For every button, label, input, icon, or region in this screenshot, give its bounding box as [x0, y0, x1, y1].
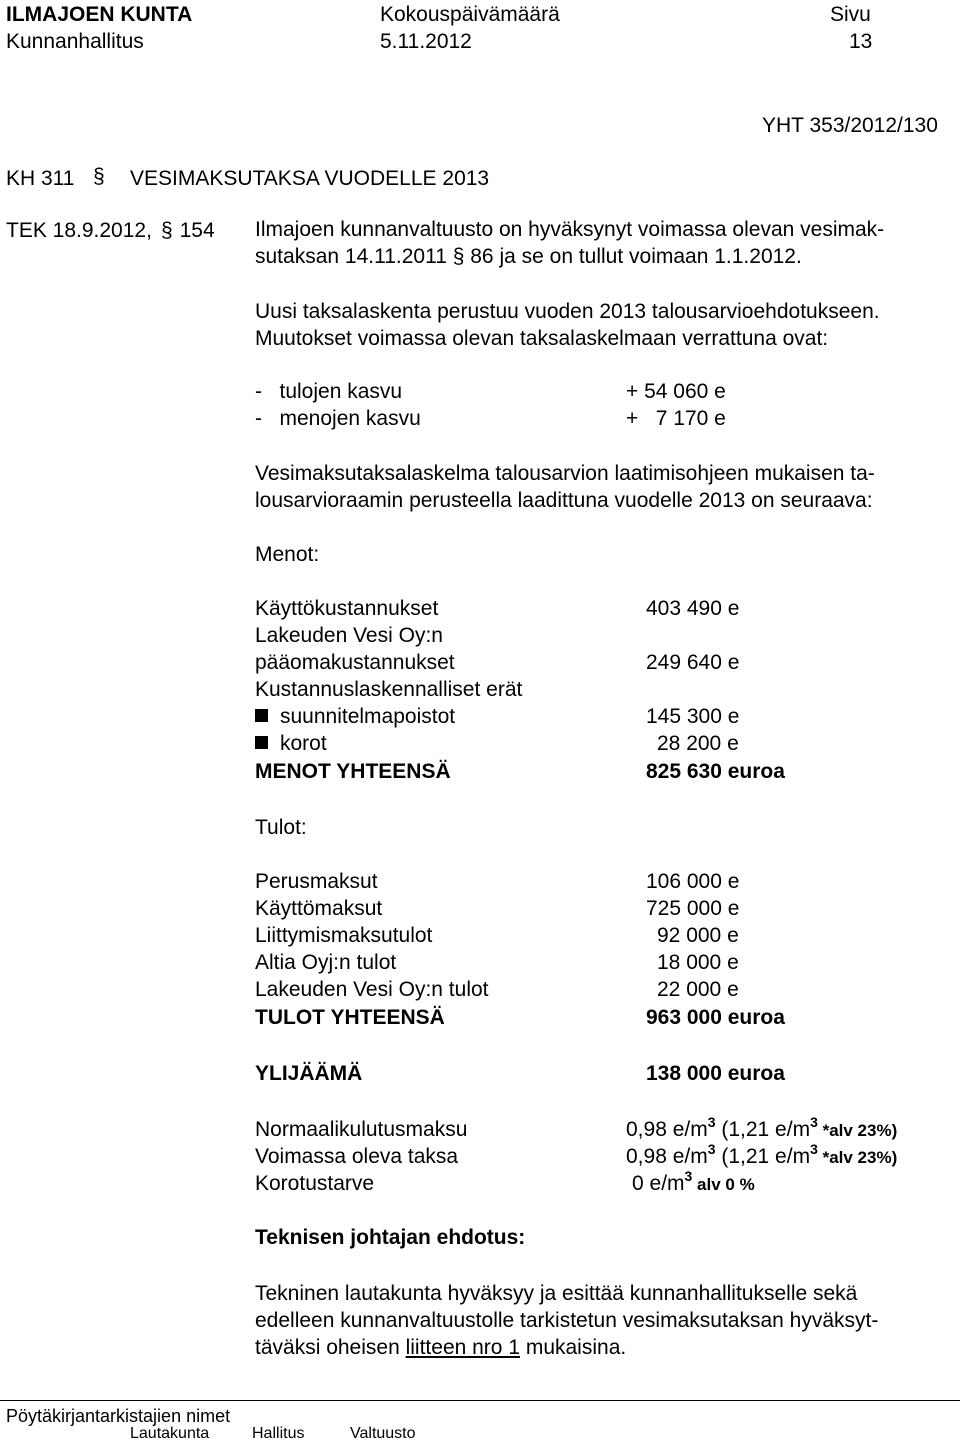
menot-poistot-label: suunnitelmapoistot: [280, 705, 456, 728]
rate-vat: *alv 23%): [817, 1148, 898, 1167]
rate-value-a: 0,98 e/m: [626, 1118, 708, 1141]
change-value-income: + 54 060 e: [626, 380, 726, 403]
menot-korot-value: 28 200 e: [657, 732, 739, 755]
rate-value-a: 0 e/m: [632, 1172, 685, 1195]
menot-poistot-value: 145 300 e: [646, 705, 740, 728]
footer-col-lautakunta: Lautakunta: [130, 1425, 210, 1442]
rate-voimassa-value: [626, 1141, 898, 1168]
tulot-row-value: 725 000 e: [646, 897, 740, 920]
intro-rest: 86 ja se on tullut voimaan 1.1.2012.: [470, 245, 802, 268]
proposal-heading: Teknisen johtajan ehdotus:: [255, 1226, 526, 1249]
menot-kaytto-label: Käyttökustannukset: [255, 597, 439, 620]
menot-total-value: 825 630 euroa: [646, 760, 785, 783]
document-title: VESIMAKSUTAKSA VUODELLE 2013: [130, 167, 490, 190]
superscript: 3: [810, 1114, 818, 1130]
calculation-paragraph: [255, 460, 955, 514]
yht-reference: YHT 353/2012/130: [762, 114, 938, 137]
change-label-income: - tulojen kasvu: [255, 380, 403, 403]
ylijaama-value: 138 000 euroa: [646, 1062, 785, 1085]
superscript: 3: [810, 1141, 818, 1157]
basis-paragraph: [255, 298, 955, 352]
superscript: 3: [707, 1141, 716, 1157]
tulot-row-value: 106 000 e: [646, 870, 740, 893]
kh-reference: KH 311: [6, 167, 75, 190]
menot-korot-item: [255, 733, 327, 754]
proposal-line-2: edelleen kunnanvaltuustolle tarkistetun vesimaksutaksan hyväksyt-: [255, 1309, 879, 1332]
tulot-row-label: Perusmaksut: [255, 870, 378, 893]
superscript: 3: [684, 1168, 693, 1184]
intro-date: sutaksan 14.11.2011: [255, 245, 447, 268]
tulot-row-value: 92 000 e: [657, 924, 739, 947]
tulot-row-label: Käyttömaksut: [255, 897, 383, 920]
rate-vat: alv 0 %: [692, 1175, 755, 1194]
tulot-row-label: Altia Oyj:n tulot: [255, 951, 397, 974]
tulot-total-label: TULOT YHTEENSÄ: [255, 1006, 445, 1029]
footer-col-valtuusto: Valtuusto: [350, 1425, 416, 1442]
page-number: 13: [849, 30, 873, 53]
change-label-expense: - menojen kasvu: [255, 407, 421, 430]
menot-kaytto-value: 403 490 e: [646, 597, 740, 620]
bullet-square-icon: [255, 736, 268, 749]
ylijaama-label: YLIJÄÄMÄ: [255, 1062, 363, 1085]
rate-vat: *alv 23%): [817, 1121, 898, 1140]
tulot-total-value: 963 000 euroa: [646, 1006, 785, 1029]
rate-normaali-value: [626, 1114, 898, 1141]
superscript: 3: [707, 1114, 716, 1130]
proposal-paragraph: [255, 1280, 955, 1361]
menot-poistot-item: [255, 706, 455, 727]
rate-korotus-label: Korotustarve: [255, 1172, 375, 1195]
section-sign-icon: §: [452, 245, 465, 268]
menot-heading: Menot:: [255, 543, 320, 566]
date-label: Kokouspäivämäärä: [380, 3, 560, 26]
body-name: Kunnanhallitus: [6, 30, 144, 53]
attachment-link[interactable]: liitteen nro 1: [405, 1336, 520, 1359]
footer-title: Pöytäkirjantarkistajien nimet: [6, 1406, 231, 1426]
bullet-square-icon: [255, 709, 268, 722]
menot-lakeuden-value: 249 640 e: [646, 651, 740, 674]
basis-line-2: Muutokset voimassa olevan taksalaskelmaan verrattuna ovat:: [255, 327, 829, 350]
proposal-text: täväksi oheisen: [255, 1336, 406, 1359]
page-label: Sivu: [830, 3, 871, 26]
org-name: ILMAJOEN KUNTA: [6, 3, 193, 26]
rate-normaali-label: Normaalikulutusmaksu: [255, 1118, 468, 1141]
proposal-text-end: mukaisina.: [520, 1336, 627, 1359]
footer-col-hallitus: Hallitus: [252, 1425, 305, 1442]
section-sign-icon: §: [160, 219, 173, 242]
intro-paragraph: [255, 216, 955, 270]
basis-line-1: Uusi taksalaskenta perustuu vuoden 2013 talousarvioehdotukseen.: [255, 300, 880, 323]
proposal-line-3: [255, 1334, 955, 1361]
rate-voimassa-label: Voimassa oleva taksa: [255, 1145, 459, 1168]
section-sign-icon: §: [93, 165, 105, 188]
menot-total-label: MENOT YHTEENSÄ: [255, 760, 451, 783]
menot-lakeuden-label: pääomakustannukset: [255, 651, 455, 674]
tulot-row-value: 18 000 e: [657, 951, 739, 974]
menot-lakeuden-line1: Lakeuden Vesi Oy:n: [255, 624, 443, 647]
rate-korotus-value: [632, 1168, 755, 1195]
intro-line-2: [255, 243, 955, 270]
rate-value-b: (1,21 e/m: [715, 1118, 811, 1141]
footer-divider: [0, 1400, 960, 1401]
intro-line-1: Ilmajoen kunnanvaltuusto on hyväksynyt voimassa olevan vesimak-: [255, 218, 885, 241]
tulot-heading: Tulot:: [255, 816, 307, 839]
meeting-date: 5.11.2012: [380, 30, 472, 53]
proposal-line-1: Tekninen lautakunta hyväksyy ja esittää kunnanhallitukselle sekä: [255, 1282, 858, 1305]
tulot-row-value: 22 000 e: [657, 978, 739, 1001]
tulot-row-label: Liittymismaksutulot: [255, 924, 433, 947]
change-value-expense: + 7 170 e: [626, 407, 726, 430]
menot-korot-label: korot: [280, 732, 327, 755]
tek-date: TEK 18.9.2012,: [6, 219, 152, 242]
tulot-row-label: Lakeuden Vesi Oy:n tulot: [255, 978, 489, 1001]
tek-number: 154: [179, 219, 215, 242]
calculation-line-2: lousarvioraamin perusteella laadittuna vuodelle 2013 on seuraava:: [255, 489, 873, 512]
tek-reference: [6, 220, 215, 241]
menot-kustannus-heading: Kustannuslaskennalliset erät: [255, 678, 523, 701]
rate-value-a: 0,98 e/m: [626, 1145, 708, 1168]
calculation-line-1: Vesimaksutaksalaskelma talousarvion laatimisohjeen mukaisen ta-: [255, 462, 875, 485]
rate-value-b: (1,21 e/m: [715, 1145, 811, 1168]
